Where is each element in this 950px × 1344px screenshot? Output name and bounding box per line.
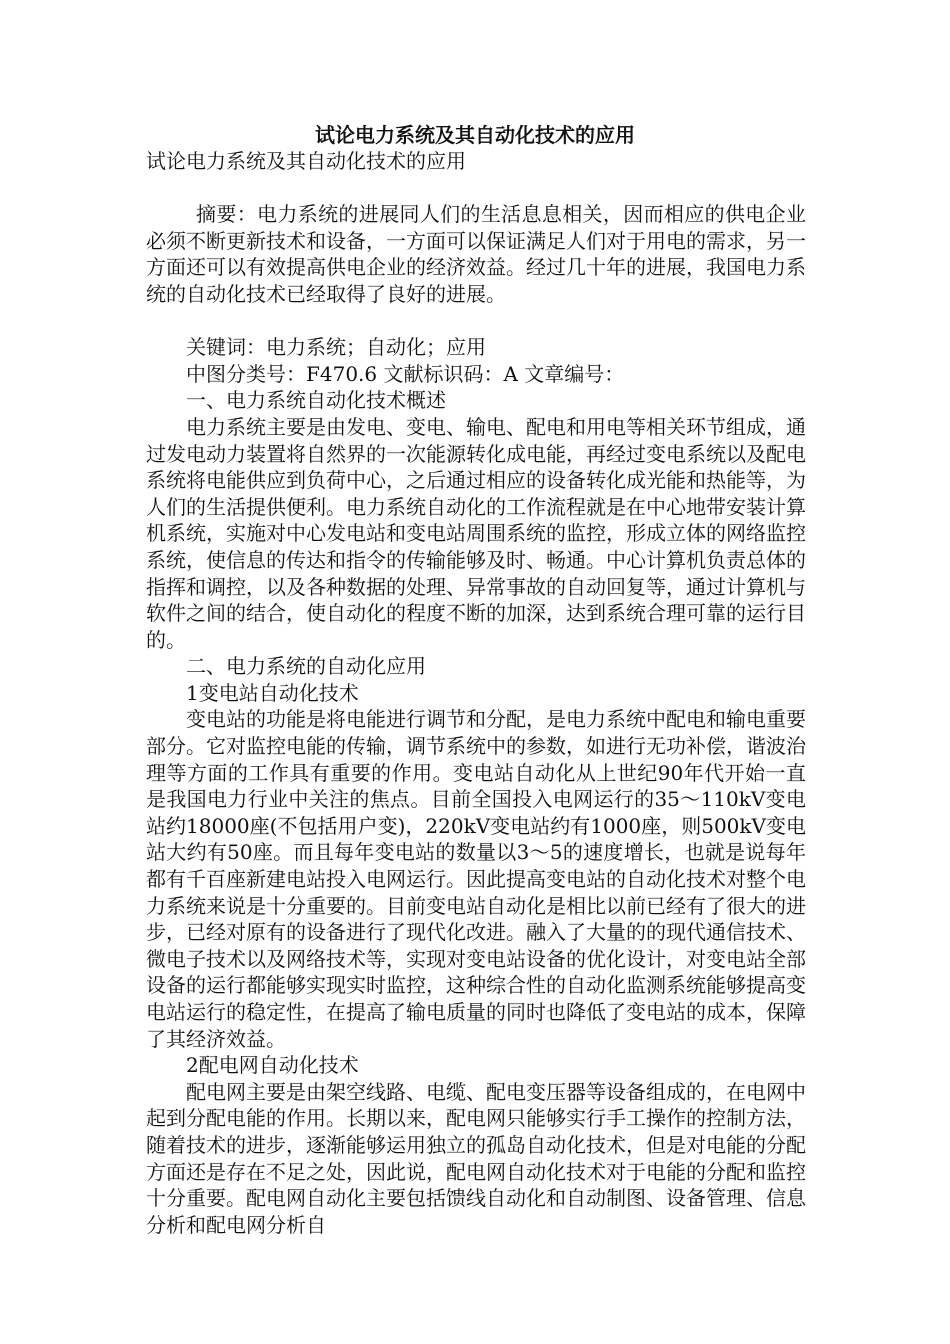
abstract-paragraph: 摘要：电力系统的进展同人们的生活息息相关，因而相应的供电企业必须不断更新技术和设备，一方面可以保证满足人们对于用电的需求，另一方面还可以有效提高供电企业的经济效益。经过几十年的进展，我国电力系统的自动化技术已经取得了良好的进展。 <box>146 202 806 306</box>
keywords-line: 关键词：电力系统；自动化；应用 <box>186 335 486 360</box>
blank-line <box>146 175 806 202</box>
document-title: 试论电力系统及其自动化技术的应用 <box>315 123 635 147</box>
section-paragraph: 电力系统主要是由发电、变电、输电、配电和用电等相关环节组成，通过发电动力装置将自然界的一次能源转化成电能，再经过变电系统以及配电系统将电能供应到负荷中心，之后通过相应的设备转化成光能和热能等，为人们的生活提供便利。电力系统自动化的工作流程就是在中心地带安装计算机系统，实施对中心发电站和变电站周围系统的监控，形成立体的网络监控系统，使信息的传达和指令的传输能够及时、畅通。中心计算机负责总体的指挥和调控，以及各种数据的处理、异常事故的自动回复等，通过计算机与软件之间的结合，使自动化的程度不断的加深，达到系统合理可靠的运行目的。 <box>146 414 806 652</box>
subsection-paragraph: 变电站的功能是将电能进行调节和分配，是电力系统中配电和输电重要部分。它对监控电能的传输，调节系统中的参数，如进行无功补偿，谐波治理等方面的工作具有重要的作用。变电站自动化从上世纪90年代开始一直是我国电力行业中关注的焦点。目前全国投入电网运行的35～110kV变电站约18000座(不包括用户变)，220kV变电站约有1000座，则500kV变电站大约有50座。而且每年变电站的数量以3～5的速度增长，也就是说每年都有千百座新建电站投入电网运行。因此提高变电站的自动化技术对整个电力系统来说是十分重要的。目前变电站自动化是相比以前已经有了很大的进步，已经对原有的设备进行了现代化改进。融入了大量的的现代通信技术、微电子技术以及网络技术等，实现对变电站设备的优化设计，对变电站全部设备的运行都能够实现实时监控，这种综合性的自动化监测系统能够提高变电站运行的稳定性，在提高了输电质量的同时也降低了变电站的成本，保障了其经济效益。 <box>146 707 806 1051</box>
document-subtitle: 试论电力系统及其自动化技术的应用 <box>146 149 466 173</box>
subsection-heading: 2配电网自动化技术 <box>186 1053 359 1078</box>
blank-line <box>146 308 806 335</box>
section-heading: 一、电力系统自动化技术概述 <box>186 388 446 413</box>
subsection-heading: 1变电站自动化技术 <box>186 680 359 705</box>
section-heading: 二、电力系统的自动化应用 <box>186 654 426 679</box>
subsection-paragraph: 配电网主要是由架空线路、电缆、配电变压器等设备组成的，在电网中起到分配电能的作用。长期以来，配电网只能够实行手工操作的控制方法，随着技术的进步，逐渐能够运用独立的孤岛自动化技术，但是对电能的分配方面还是存在不足之处，因此说，配电网自动化技术对于电能的分配和监控十分重要。配电网自动化主要包括馈线自动化和自动制图、设备管理、信息分析和配电网分析自 <box>146 1079 806 1237</box>
document-body <box>146 148 806 1238</box>
classification-line: 中图分类号：F470.6 文献标识码：A 文章编号： <box>186 361 625 386</box>
